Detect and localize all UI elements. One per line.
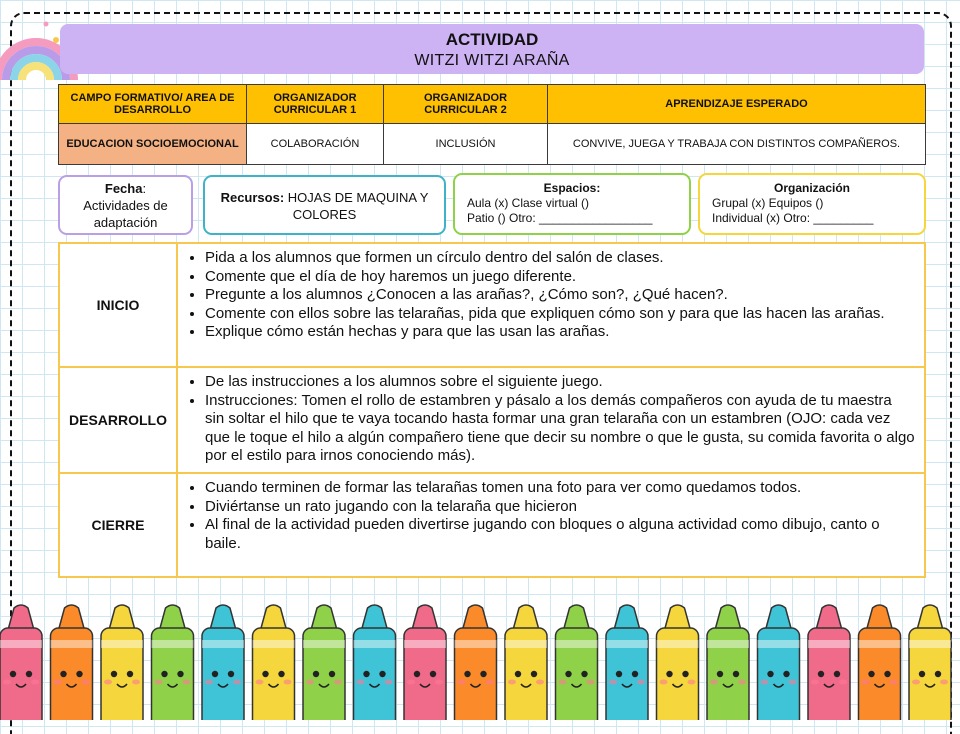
crayon-icon	[455, 605, 497, 720]
crayon-icon	[253, 605, 295, 720]
fecha-colon: :	[142, 181, 147, 196]
crayon-icon	[606, 605, 648, 720]
list-item: • Cuando terminen de formar las telarañas tomen una foto para ver como quedamos todos.	[205, 479, 915, 498]
crayon-icon	[808, 605, 850, 720]
list-item: • Diviértanse un rato jugando con la telaraña que hicieron	[205, 498, 915, 517]
list-item: • Comente con ellos sobre las telarañas, pida que expliquen cómo son y para que las hacen las arañas.	[205, 305, 915, 324]
section-label-cierre: CIERRE	[59, 473, 177, 577]
espacios-line-2: Patio () Otro: _________________	[467, 211, 653, 225]
list-item: • De las instrucciones a los alumnos sobre el siguiente juego.	[205, 373, 915, 392]
activity-name: WITZI WITZI ARAÑA	[414, 52, 570, 69]
section-label-inicio: INICIO	[59, 243, 177, 367]
recursos-colon: :	[279, 190, 288, 205]
crayon-icon	[202, 605, 244, 720]
espacios-line-1: Aula (x) Clase virtual ()	[467, 196, 590, 210]
crayon-icon	[556, 605, 598, 720]
crayon-icon	[859, 605, 901, 720]
value-aprendizaje: CONVIVE, JUEGA Y TRABAJA CON DISTINTOS COMPAÑEROS.	[548, 124, 926, 165]
fecha-box	[58, 175, 193, 235]
activity-sequence-table	[58, 242, 926, 578]
recursos-box	[203, 175, 446, 235]
section-content-cierre	[177, 473, 925, 577]
crayon-icon	[909, 605, 951, 720]
title-bar	[60, 24, 924, 74]
fecha-label: Fecha	[104, 181, 143, 196]
crayon-icon	[303, 605, 345, 720]
crayon-icon	[707, 605, 749, 720]
section-label-desarrollo: DESARROLLO	[59, 367, 177, 473]
crayon-icon	[505, 605, 547, 720]
espacios-box	[453, 173, 691, 235]
crayon-icon	[354, 605, 396, 720]
organizacion-box	[698, 173, 926, 235]
list-item: • Instrucciones: Tomen el rollo de estambren y pásalo a los demás compañeros con ayuda de tu maestra sin soltar el hilo que te vaya tocando hasta formar una gran telaraña con un estambren (OJO: cada vez que le toque el hilo a algún compañero tiene que decir su nombre o que le gusta, su comida favorita o algo por el estilo para irnos conociendo más).	[205, 392, 915, 466]
header-campo: CAMPO FORMATIVO/ AREA DE DESARROLLO	[59, 85, 247, 124]
organizacion-line-2: Individual (x) Otro: _________	[712, 211, 874, 225]
crayon-icon	[657, 605, 699, 720]
section-row-desarrollo	[59, 367, 925, 473]
list-item: • Comente que el día de hoy haremos un juego diferente.	[205, 268, 915, 287]
curriculum-value-row	[59, 124, 926, 165]
inicio-list	[179, 249, 915, 342]
organizacion-label: Organización	[773, 181, 850, 195]
value-campo: EDUCACION SOCIOEMOCIONAL	[59, 124, 247, 165]
crayon-icon	[758, 605, 800, 720]
list-item: • Pregunte a los alumnos ¿Conocen a las arañas?, ¿Cómo son?, ¿Qué hacen?.	[205, 286, 915, 305]
value-organizador-2: INCLUSIÓN	[384, 124, 548, 165]
header-aprendizaje: APRENDIZAJE ESPERADO	[548, 85, 926, 124]
section-content-inicio	[177, 243, 925, 367]
crayon-icon	[152, 605, 194, 720]
crayon-icon	[51, 605, 93, 720]
header-organizador-2: ORGANIZADOR CURRICULAR 2	[384, 85, 548, 124]
list-item: • Explique cómo están hechas y para que las usan las arañas.	[205, 323, 915, 342]
curriculum-header-row	[59, 85, 926, 124]
header-organizador-1: ORGANIZADOR CURRICULAR 1	[247, 85, 384, 124]
crayon-border	[0, 600, 960, 720]
section-row-cierre	[59, 473, 925, 577]
list-item: • Al final de la actividad pueden divertirse jugando con bloques o alguna actividad como dibujo, canto o baile.	[205, 516, 915, 553]
crayon-icon	[101, 605, 143, 720]
crayon-icon	[0, 605, 42, 720]
section-content-desarrollo	[177, 367, 925, 473]
value-organizador-1: COLABORACIÓN	[247, 124, 384, 165]
desarrollo-list	[179, 373, 915, 466]
list-item: • Pida a los alumnos que formen un círculo dentro del salón de clases.	[205, 249, 915, 268]
crayon-icon	[404, 605, 446, 720]
organizacion-line-1: Grupal (x) Equipos ()	[712, 196, 824, 210]
cierre-list	[179, 479, 915, 553]
espacios-label: Espacios:	[543, 181, 601, 195]
recursos-label: Recursos	[220, 190, 280, 205]
curriculum-table	[58, 84, 926, 165]
section-row-inicio	[59, 243, 925, 367]
recursos-value: HOJAS DE MAQUINA Y COLORES	[287, 190, 429, 222]
page-title: ACTIVIDAD	[445, 30, 539, 49]
fecha-value: Actividades de adaptación	[83, 198, 168, 230]
